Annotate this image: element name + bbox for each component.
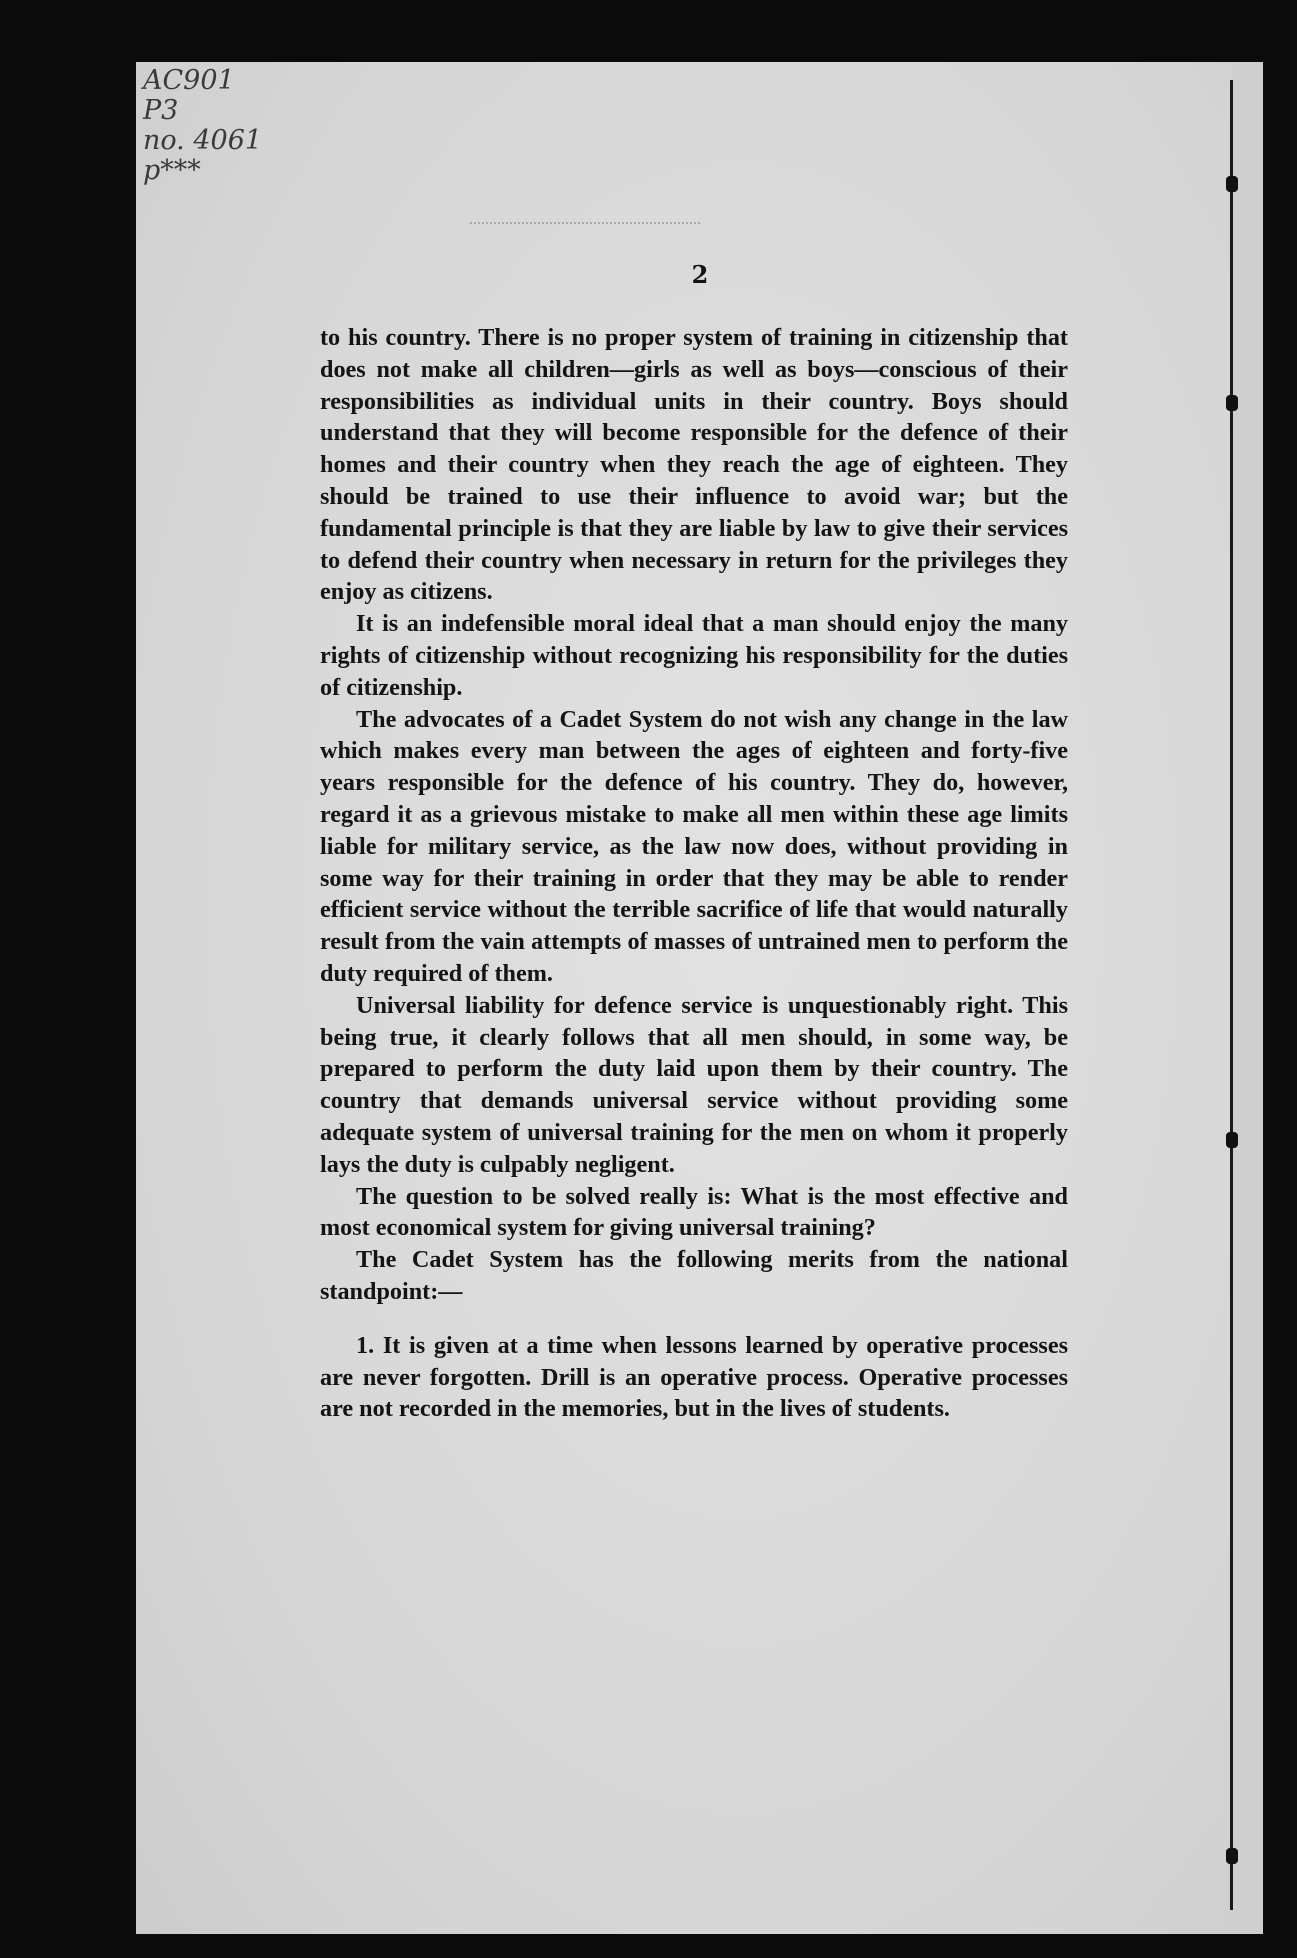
faint-smudge <box>470 222 700 236</box>
binding-mark <box>1226 1132 1238 1148</box>
call-number-line: P3 <box>143 95 179 126</box>
paragraph: The advocates of a Cadet System do not wish any change in the law which makes every man between the ages of eighteen and forty-five years responsible for the defence of his country. They do, however, regard it as a grievous mistake to make all men within these age limits liable for military service, as the law now does, without providing in some way for their training in order that they may be able to render efficient service without the terrible sacrifice of life that would naturally result from the vain attempts of masses of untrained men to perform the duty required of them. <box>320 705 1068 987</box>
call-number-line: p*** <box>143 155 201 186</box>
paragraph: to his country. There is no proper system of training in citizenship that does not make all children—girls as well as boys—conscious of their responsibilities as individual units in their country. Boys should understand that they will become responsible for the defence of their homes and their country when they reach the age of eighteen. They should be trained to use their influence to avoid war; but the fundamental principle is that they are liable by law to give their services to defend their country when necessary in return for the privileges they enjoy as citizens. <box>320 324 1068 606</box>
paragraph: It is an indefensible moral ideal that a man should enjoy the many rights of citizenship without recognizing his responsibility for the duties of citizenship. <box>320 610 1068 701</box>
handwritten-call-number <box>143 66 262 186</box>
call-number-line: AC901 <box>143 65 235 96</box>
binding-mark <box>1226 176 1238 192</box>
binding-mark <box>1226 395 1238 411</box>
scan-edge-strip <box>1233 62 1263 1934</box>
paragraph: The Cadet System has the following merits from the national standpoint:— <box>320 1246 1068 1305</box>
page-number: 2 <box>691 260 709 289</box>
numbered-paragraph: 1. It is given at a time when lessons learned by operative processes are never forgotten. Drill is an operative process. Operative processes are not recorded in the memories, but in the lives of students. <box>320 1331 1068 1423</box>
paragraph: The question to be solved really is: What is the most effective and most economical system for giving universal training? <box>320 1182 1068 1242</box>
paragraph: Universal liability for defence service is unquestionably right. This being true, it clearly follows that all men should, in some way, be prepared to perform the duty laid upon them by their country. The country that demands universal service without providing some adequate system of universal training for the men on whom it properly lays the duty is culpably negligent. <box>320 991 1068 1178</box>
binding-mark <box>1226 1848 1238 1864</box>
binding-edge-line <box>1230 80 1233 1910</box>
body-text <box>320 322 1068 1425</box>
call-number-line: no. 4061 <box>143 125 263 156</box>
